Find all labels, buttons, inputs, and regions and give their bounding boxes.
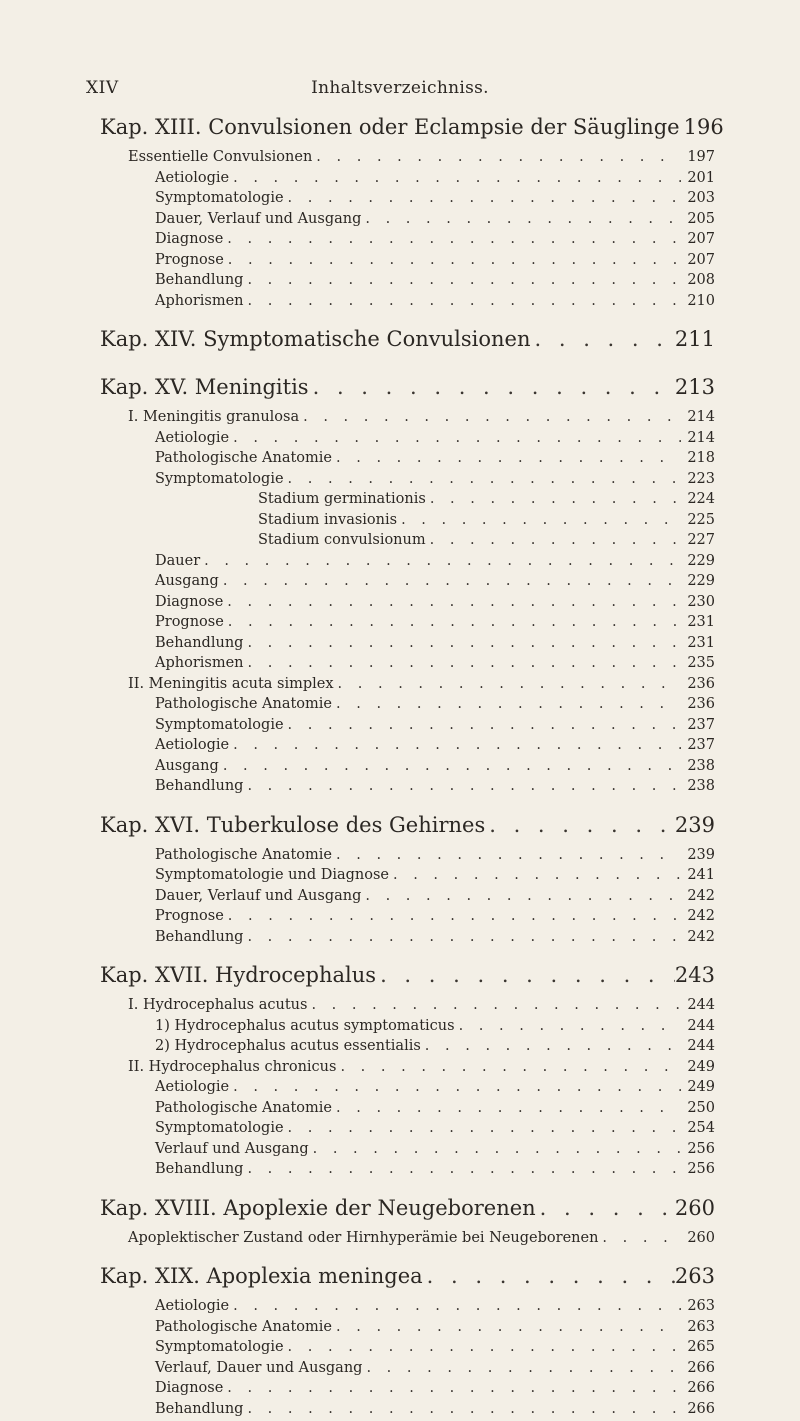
dot-leader xyxy=(233,1298,681,1314)
entry-page: 227 xyxy=(681,532,715,548)
entry-page: 241 xyxy=(681,867,715,883)
entry-title: Symptomatologie xyxy=(155,717,288,733)
toc-entry xyxy=(0,1298,800,1319)
dot-leader xyxy=(204,553,681,569)
toc-entry xyxy=(0,573,800,594)
dot-leader xyxy=(336,450,681,466)
dot-leader xyxy=(227,594,681,610)
entry-page: 242 xyxy=(681,908,715,924)
entry-page: 223 xyxy=(681,471,715,487)
entry-page: 205 xyxy=(681,211,715,227)
chapter-title: Kap. XIV. Symptomatische Convulsionen xyxy=(100,327,535,351)
dot-leader xyxy=(366,1360,681,1376)
entry-title: Essentielle Convulsionen xyxy=(128,149,316,165)
page-header xyxy=(0,78,800,102)
entry-title: Verlauf und Ausgang xyxy=(155,1141,313,1157)
toc-entry xyxy=(0,211,800,232)
entry-page: 254 xyxy=(681,1120,715,1136)
entry-page: 239 xyxy=(681,847,715,863)
dot-leader xyxy=(313,375,675,399)
dot-leader xyxy=(425,1038,681,1054)
dot-leader xyxy=(247,272,681,288)
entry-page: 218 xyxy=(681,450,715,466)
chapter-heading xyxy=(0,115,800,149)
dot-leader xyxy=(248,293,681,309)
entry-title: Stadium convulsionum xyxy=(258,532,430,548)
entry-page: 263 xyxy=(681,1298,715,1314)
entry-title: Ausgang xyxy=(155,573,223,589)
dot-leader xyxy=(430,491,681,507)
dot-leader xyxy=(430,532,681,548)
entry-page: 250 xyxy=(681,1100,715,1116)
entry-title: Symptomatologie xyxy=(155,1120,288,1136)
entry-title: Pathologische Anatomie xyxy=(155,696,336,712)
chapter-page: 211 xyxy=(675,327,715,351)
dot-leader xyxy=(288,190,681,206)
entry-title: Aphorismen xyxy=(155,655,248,671)
entry-title: Apoplektischer Zustand oder Hirnhyperämie bei Neugeborenen xyxy=(128,1230,602,1246)
entry-title: Pathologische Anatomie xyxy=(155,1319,336,1335)
entry-title: Symptomatologie xyxy=(155,471,288,487)
entry-title: I. Meningitis granulosa xyxy=(128,409,303,425)
entry-page: 207 xyxy=(681,252,715,268)
chapter-page: 239 xyxy=(675,813,715,837)
toc-entry xyxy=(0,1100,800,1121)
toc-entry xyxy=(0,1360,800,1381)
entry-page: 236 xyxy=(681,676,715,692)
entry-page: 197 xyxy=(681,149,715,165)
toc-entry xyxy=(0,1120,800,1141)
dot-leader xyxy=(540,1196,675,1220)
toc-entry xyxy=(0,997,800,1018)
dot-leader xyxy=(313,1141,681,1157)
dot-leader xyxy=(336,1100,681,1116)
entry-title: Dauer xyxy=(155,553,204,569)
entry-page: 225 xyxy=(681,512,715,528)
entry-page: 207 xyxy=(681,231,715,247)
dot-leader xyxy=(233,1079,681,1095)
toc-entry xyxy=(0,758,800,779)
toc-entry xyxy=(0,409,800,430)
toc-entry xyxy=(0,553,800,574)
toc-entry xyxy=(0,1230,800,1251)
dot-leader xyxy=(489,813,675,837)
entry-title: Aetiologie xyxy=(155,170,233,186)
dot-leader xyxy=(311,997,681,1013)
toc-entry xyxy=(0,717,800,738)
toc-entry xyxy=(0,1339,800,1360)
toc-entry xyxy=(0,512,800,533)
dot-leader xyxy=(247,1161,681,1177)
entry-page: 235 xyxy=(681,655,715,671)
entry-title: Aetiologie xyxy=(155,430,233,446)
entry-page: 203 xyxy=(681,190,715,206)
entry-page: 237 xyxy=(681,717,715,733)
toc-entry xyxy=(0,676,800,697)
dot-leader xyxy=(303,409,681,425)
entry-title: Prognose xyxy=(155,614,228,630)
chapter-page: 243 xyxy=(675,963,715,987)
entry-page: 265 xyxy=(681,1339,715,1355)
toc-entry xyxy=(0,170,800,191)
dot-leader xyxy=(401,512,681,528)
toc-entry xyxy=(0,450,800,471)
dot-leader xyxy=(602,1230,681,1246)
chapter-heading xyxy=(0,813,800,847)
chapter-title: Kap. XVII. Hydrocephalus xyxy=(100,963,380,987)
entry-title: Diagnose xyxy=(155,231,227,247)
dot-leader xyxy=(288,1120,681,1136)
chapter-heading xyxy=(0,375,800,409)
page-number: XIV xyxy=(86,78,119,98)
toc-entry xyxy=(0,867,800,888)
toc-entry xyxy=(0,430,800,451)
toc-entry xyxy=(0,471,800,492)
dot-leader xyxy=(223,573,681,589)
toc-entry xyxy=(0,491,800,512)
entry-title: Diagnose xyxy=(155,1380,227,1396)
entry-page: 244 xyxy=(681,1038,715,1054)
entry-page: 260 xyxy=(681,1230,715,1246)
entry-page: 229 xyxy=(681,573,715,589)
toc-entry xyxy=(0,252,800,273)
entry-title: Behandlung xyxy=(155,1401,247,1417)
entry-title: Behandlung xyxy=(155,778,247,794)
toc-entry xyxy=(0,231,800,252)
dot-leader xyxy=(233,430,681,446)
entry-title: II. Hydrocephalus chronicus xyxy=(128,1059,340,1075)
entry-page: 266 xyxy=(681,1380,715,1396)
entry-page: 237 xyxy=(681,737,715,753)
running-title: Inhaltsverzeichniss. xyxy=(0,78,800,98)
toc-entry xyxy=(0,908,800,929)
chapter-title: Kap. XVI. Tuberkulose des Gehirnes xyxy=(100,813,489,837)
entry-page: 231 xyxy=(681,614,715,630)
entry-page: 249 xyxy=(681,1059,715,1075)
chapter-page: 213 xyxy=(675,375,715,399)
toc-entry xyxy=(0,272,800,293)
toc-entry xyxy=(0,594,800,615)
toc-entry xyxy=(0,1059,800,1080)
entry-title: Stadium invasionis xyxy=(258,512,401,528)
dot-leader xyxy=(227,231,681,247)
entry-title: Stadium germinationis xyxy=(258,491,430,507)
entry-title: Pathologische Anatomie xyxy=(155,1100,336,1116)
entry-title: Aetiologie xyxy=(155,737,233,753)
toc-entry xyxy=(0,635,800,656)
entry-page: 229 xyxy=(681,553,715,569)
chapter-heading xyxy=(0,963,800,997)
chapter-page: 263 xyxy=(675,1264,715,1288)
chapter-title: Kap. XV. Meningitis xyxy=(100,375,313,399)
entry-title: Prognose xyxy=(155,252,228,268)
toc-entry xyxy=(0,929,800,950)
chapter-title: Kap. XIII. Convulsionen oder Eclampsie der Säuglinge xyxy=(100,115,684,139)
table-of-contents xyxy=(0,115,800,1421)
dot-leader xyxy=(427,1264,675,1288)
entry-page: 238 xyxy=(681,778,715,794)
chapter-title: Kap. XIX. Apoplexia meningea xyxy=(100,1264,427,1288)
entry-title: Dauer, Verlauf und Ausgang xyxy=(155,888,365,904)
dot-leader xyxy=(336,847,681,863)
dot-leader xyxy=(247,778,681,794)
entry-page: 230 xyxy=(681,594,715,610)
dot-leader xyxy=(316,149,681,165)
entry-title: 2) Hydrocephalus acutus essentialis xyxy=(155,1038,425,1054)
entry-page: 208 xyxy=(681,272,715,288)
toc-entry xyxy=(0,532,800,553)
toc-entry xyxy=(0,1401,800,1421)
entry-title: Symptomatologie und Diagnose xyxy=(155,867,393,883)
dot-leader xyxy=(340,1059,681,1075)
entry-title: Diagnose xyxy=(155,594,227,610)
entry-title: Verlauf, Dauer und Ausgang xyxy=(155,1360,366,1376)
toc-entry xyxy=(0,190,800,211)
toc-entry xyxy=(0,888,800,909)
entry-title: Aetiologie xyxy=(155,1079,233,1095)
entry-page: 263 xyxy=(681,1319,715,1335)
chapter-heading xyxy=(0,1264,800,1298)
toc-entry xyxy=(0,149,800,170)
toc-entry xyxy=(0,1079,800,1100)
entry-page: 249 xyxy=(681,1079,715,1095)
entry-title: Aphorismen xyxy=(155,293,248,309)
entry-title: Behandlung xyxy=(155,635,247,651)
dot-leader xyxy=(535,327,675,351)
entry-title: Symptomatologie xyxy=(155,190,288,206)
toc-entry xyxy=(0,778,800,799)
chapter-heading xyxy=(0,1196,800,1230)
toc-entry xyxy=(0,1141,800,1162)
toc-entry xyxy=(0,293,800,314)
entry-page: 256 xyxy=(681,1141,715,1157)
entry-page: 244 xyxy=(681,1018,715,1034)
toc-entry xyxy=(0,655,800,676)
dot-leader xyxy=(247,635,681,651)
entry-page: 210 xyxy=(681,293,715,309)
entry-title: II. Meningitis acuta simplex xyxy=(128,676,338,692)
entry-title: Prognose xyxy=(155,908,228,924)
entry-title: Behandlung xyxy=(155,929,247,945)
entry-title: Symptomatologie xyxy=(155,1339,288,1355)
toc-entry xyxy=(0,1161,800,1182)
dot-leader xyxy=(228,908,681,924)
entry-page: 242 xyxy=(681,929,715,945)
dot-leader xyxy=(336,1319,681,1335)
toc-entry xyxy=(0,696,800,717)
entry-page: 242 xyxy=(681,888,715,904)
entry-page: 214 xyxy=(681,409,715,425)
entry-title: Pathologische Anatomie xyxy=(155,450,336,466)
dot-leader xyxy=(288,1339,681,1355)
chapter-heading xyxy=(0,327,800,361)
toc-entry xyxy=(0,1380,800,1401)
entry-page: 201 xyxy=(681,170,715,186)
entry-title: Pathologische Anatomie xyxy=(155,847,336,863)
chapter-page: 196 xyxy=(684,115,724,139)
dot-leader xyxy=(233,737,681,753)
dot-leader xyxy=(247,929,681,945)
entry-title: I. Hydrocephalus acutus xyxy=(128,997,311,1013)
entry-page: 238 xyxy=(681,758,715,774)
dot-leader xyxy=(248,655,681,671)
entry-title: 1) Hydrocephalus acutus symptomaticus xyxy=(155,1018,459,1034)
toc-entry xyxy=(0,847,800,868)
entry-title: Behandlung xyxy=(155,1161,247,1177)
entry-page: 224 xyxy=(681,491,715,507)
entry-title: Dauer, Verlauf und Ausgang xyxy=(155,211,365,227)
chapter-page: 260 xyxy=(675,1196,715,1220)
entry-page: 244 xyxy=(681,997,715,1013)
entry-page: 266 xyxy=(681,1401,715,1417)
dot-leader xyxy=(365,888,681,904)
toc-entry xyxy=(0,1038,800,1059)
dot-leader xyxy=(228,252,681,268)
dot-leader xyxy=(365,211,681,227)
entry-title: Behandlung xyxy=(155,272,247,288)
dot-leader xyxy=(288,717,681,733)
toc-entry xyxy=(0,1319,800,1340)
dot-leader xyxy=(336,696,681,712)
toc-entry xyxy=(0,1018,800,1039)
dot-leader xyxy=(223,758,681,774)
dot-leader xyxy=(459,1018,681,1034)
dot-leader xyxy=(338,676,681,692)
entry-page: 256 xyxy=(681,1161,715,1177)
entry-page: 266 xyxy=(681,1360,715,1376)
dot-leader xyxy=(233,170,681,186)
entry-page: 231 xyxy=(681,635,715,651)
entry-page: 214 xyxy=(681,430,715,446)
dot-leader xyxy=(247,1401,681,1417)
chapter-title: Kap. XVIII. Apoplexie der Neugeborenen xyxy=(100,1196,540,1220)
dot-leader xyxy=(228,614,681,630)
dot-leader xyxy=(380,963,675,987)
entry-title: Ausgang xyxy=(155,758,223,774)
toc-entry xyxy=(0,614,800,635)
entry-title: Aetiologie xyxy=(155,1298,233,1314)
toc-entry xyxy=(0,737,800,758)
entry-page: 236 xyxy=(681,696,715,712)
dot-leader xyxy=(227,1380,681,1396)
dot-leader xyxy=(393,867,681,883)
dot-leader xyxy=(288,471,681,487)
